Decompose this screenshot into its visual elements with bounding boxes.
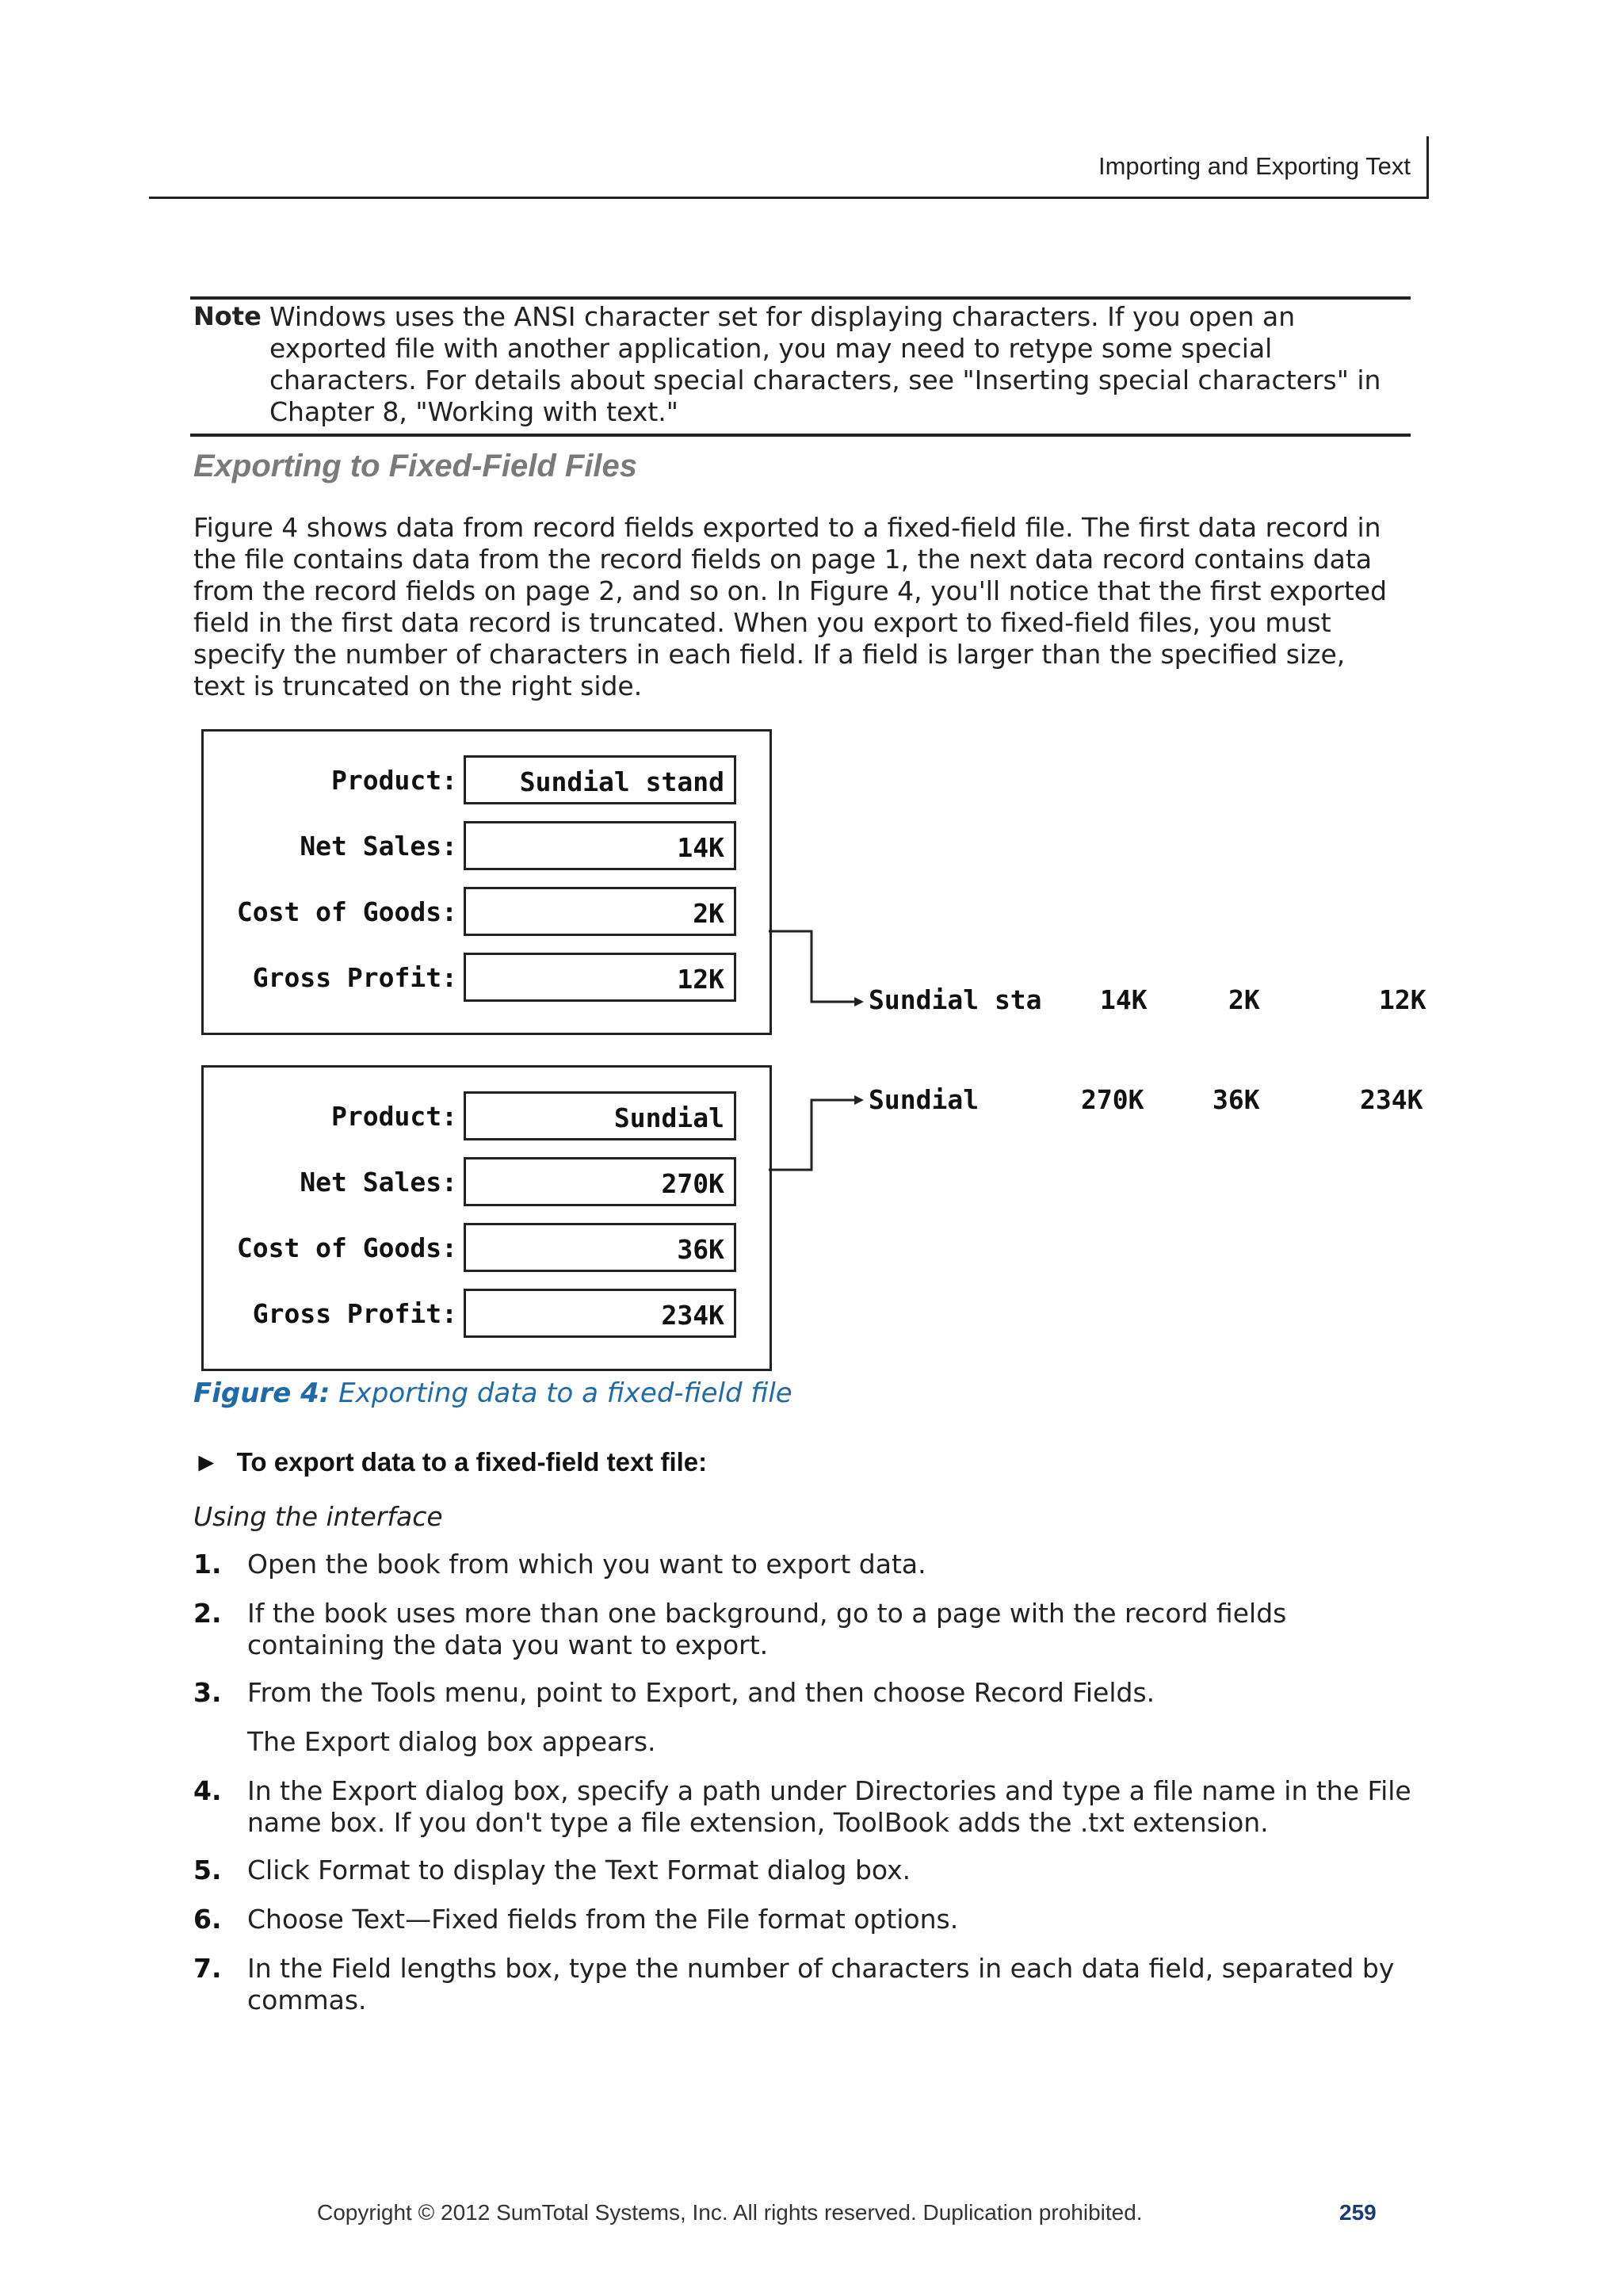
running-header-title: Importing and Exporting Text xyxy=(1098,152,1411,180)
note-label: Note xyxy=(193,301,262,331)
record-panel-2 xyxy=(201,1065,772,1371)
field-value-box: 36K xyxy=(464,1223,736,1272)
figure-caption-label: Figure 4: xyxy=(193,1377,330,1409)
field-label: Cost of Goods: xyxy=(236,896,457,927)
field-label: Product: xyxy=(331,765,457,796)
field-label: Net Sales: xyxy=(300,831,457,861)
note-bottom-rule xyxy=(190,434,1411,437)
arrowhead-icon xyxy=(854,997,864,1007)
step-number: 6. xyxy=(193,1904,222,1935)
field-label: Gross Profit: xyxy=(252,962,457,993)
procedure-heading xyxy=(193,1447,707,1477)
step-text: From the Tools menu, point to Export, and then choose Record Fields. xyxy=(247,1677,1155,1708)
header-vertical-rule xyxy=(1426,136,1429,199)
step-text: Click Format to display the Text Format dialog box. xyxy=(247,1855,911,1885)
note-top-rule xyxy=(190,296,1411,300)
note-text: Windows uses the ANSI character set for displaying characters. If you open an exported file with another application, you may need to retype some special characters. For details about special characters, see "Inserting special characters" in Chapter 8, "Working with text." xyxy=(269,301,1381,427)
export-connector-lines xyxy=(761,919,872,1181)
field-label: Product: xyxy=(331,1101,457,1132)
field-value-box: 234K xyxy=(464,1289,736,1338)
figure-caption xyxy=(193,1377,792,1409)
step-result-text: The Export dialog box appears. xyxy=(247,1726,656,1757)
field-value-box: 14K xyxy=(464,821,736,870)
field-value-box: 12K xyxy=(464,953,736,1002)
step-text: Choose Text—Fixed fields from the File format options. xyxy=(247,1904,959,1935)
field-value-box: Sundial stand xyxy=(464,755,736,804)
step-number: 1. xyxy=(193,1549,222,1580)
step-text: Open the book from which you want to export data. xyxy=(247,1549,926,1580)
field-label: Gross Profit: xyxy=(252,1298,457,1329)
procedure-subheading: Using the interface xyxy=(193,1501,443,1532)
section-title: Exporting to Fixed-Field Files xyxy=(193,449,638,483)
header-rule xyxy=(149,197,1428,199)
connector-record-2 xyxy=(769,1100,854,1170)
step-text: In the Field lengths box, type the number of characters in each data field, separated by commas. xyxy=(247,1953,1395,2015)
output-net-sales: 270K xyxy=(1081,1084,1144,1115)
output-product: Sundial sta xyxy=(869,984,1042,1015)
field-label: Net Sales: xyxy=(300,1167,457,1198)
field-value-box: Sundial xyxy=(464,1091,736,1140)
field-label: Cost of Goods: xyxy=(236,1232,457,1263)
figure-caption-text: Exporting data to a fixed-field file xyxy=(338,1377,792,1409)
procedure-heading-text: To export data to a fixed-field text file: xyxy=(236,1447,708,1477)
step-number: 7. xyxy=(193,1953,222,1984)
step-text: If the book uses more than one background, go to a page with the record fields containing the data you want to export. xyxy=(247,1598,1287,1660)
output-net-sales: 14K xyxy=(1100,984,1148,1015)
output-gross: 12K xyxy=(1379,984,1426,1015)
step-number: 5. xyxy=(193,1855,222,1885)
arrowhead-icon xyxy=(854,1095,864,1105)
field-value-box: 270K xyxy=(464,1157,736,1206)
field-value-box: 2K xyxy=(464,887,736,936)
output-cost: 36K xyxy=(1212,1084,1260,1115)
page-number: 259 xyxy=(1339,2200,1377,2225)
record-panel-1 xyxy=(201,729,772,1035)
step-number: 2. xyxy=(193,1598,222,1629)
footer-copyright: Copyright © 2012 SumTotal Systems, Inc. All rights reserved. Duplication prohibited. xyxy=(317,2200,1143,2225)
output-cost: 2K xyxy=(1228,984,1260,1015)
step-number: 3. xyxy=(193,1677,222,1708)
output-product: Sundial xyxy=(869,1084,980,1115)
connector-record-1 xyxy=(769,931,854,1002)
step-number: 4. xyxy=(193,1775,222,1806)
section-paragraph: Figure 4 shows data from record fields exported to a fixed-field file. The first data record in the file contains data from the record fields on page 1, the next data record contains data from the record fields on page 2, and so on. In Figure 4, you'll notice that the first exported field in the first data record is truncated. When you export to fixed-field files, you must specify the number of characters in each field. If a field is larger than the specified size, text is truncated on the right side. xyxy=(193,512,1388,701)
triangle-arrow-icon: ► xyxy=(193,1447,220,1477)
step-text: In the Export dialog box, specify a path under Directories and type a file name in the File name box. If you don't type a file extension, ToolBook adds the .txt extension. xyxy=(247,1775,1411,1838)
output-gross: 234K xyxy=(1360,1084,1423,1115)
